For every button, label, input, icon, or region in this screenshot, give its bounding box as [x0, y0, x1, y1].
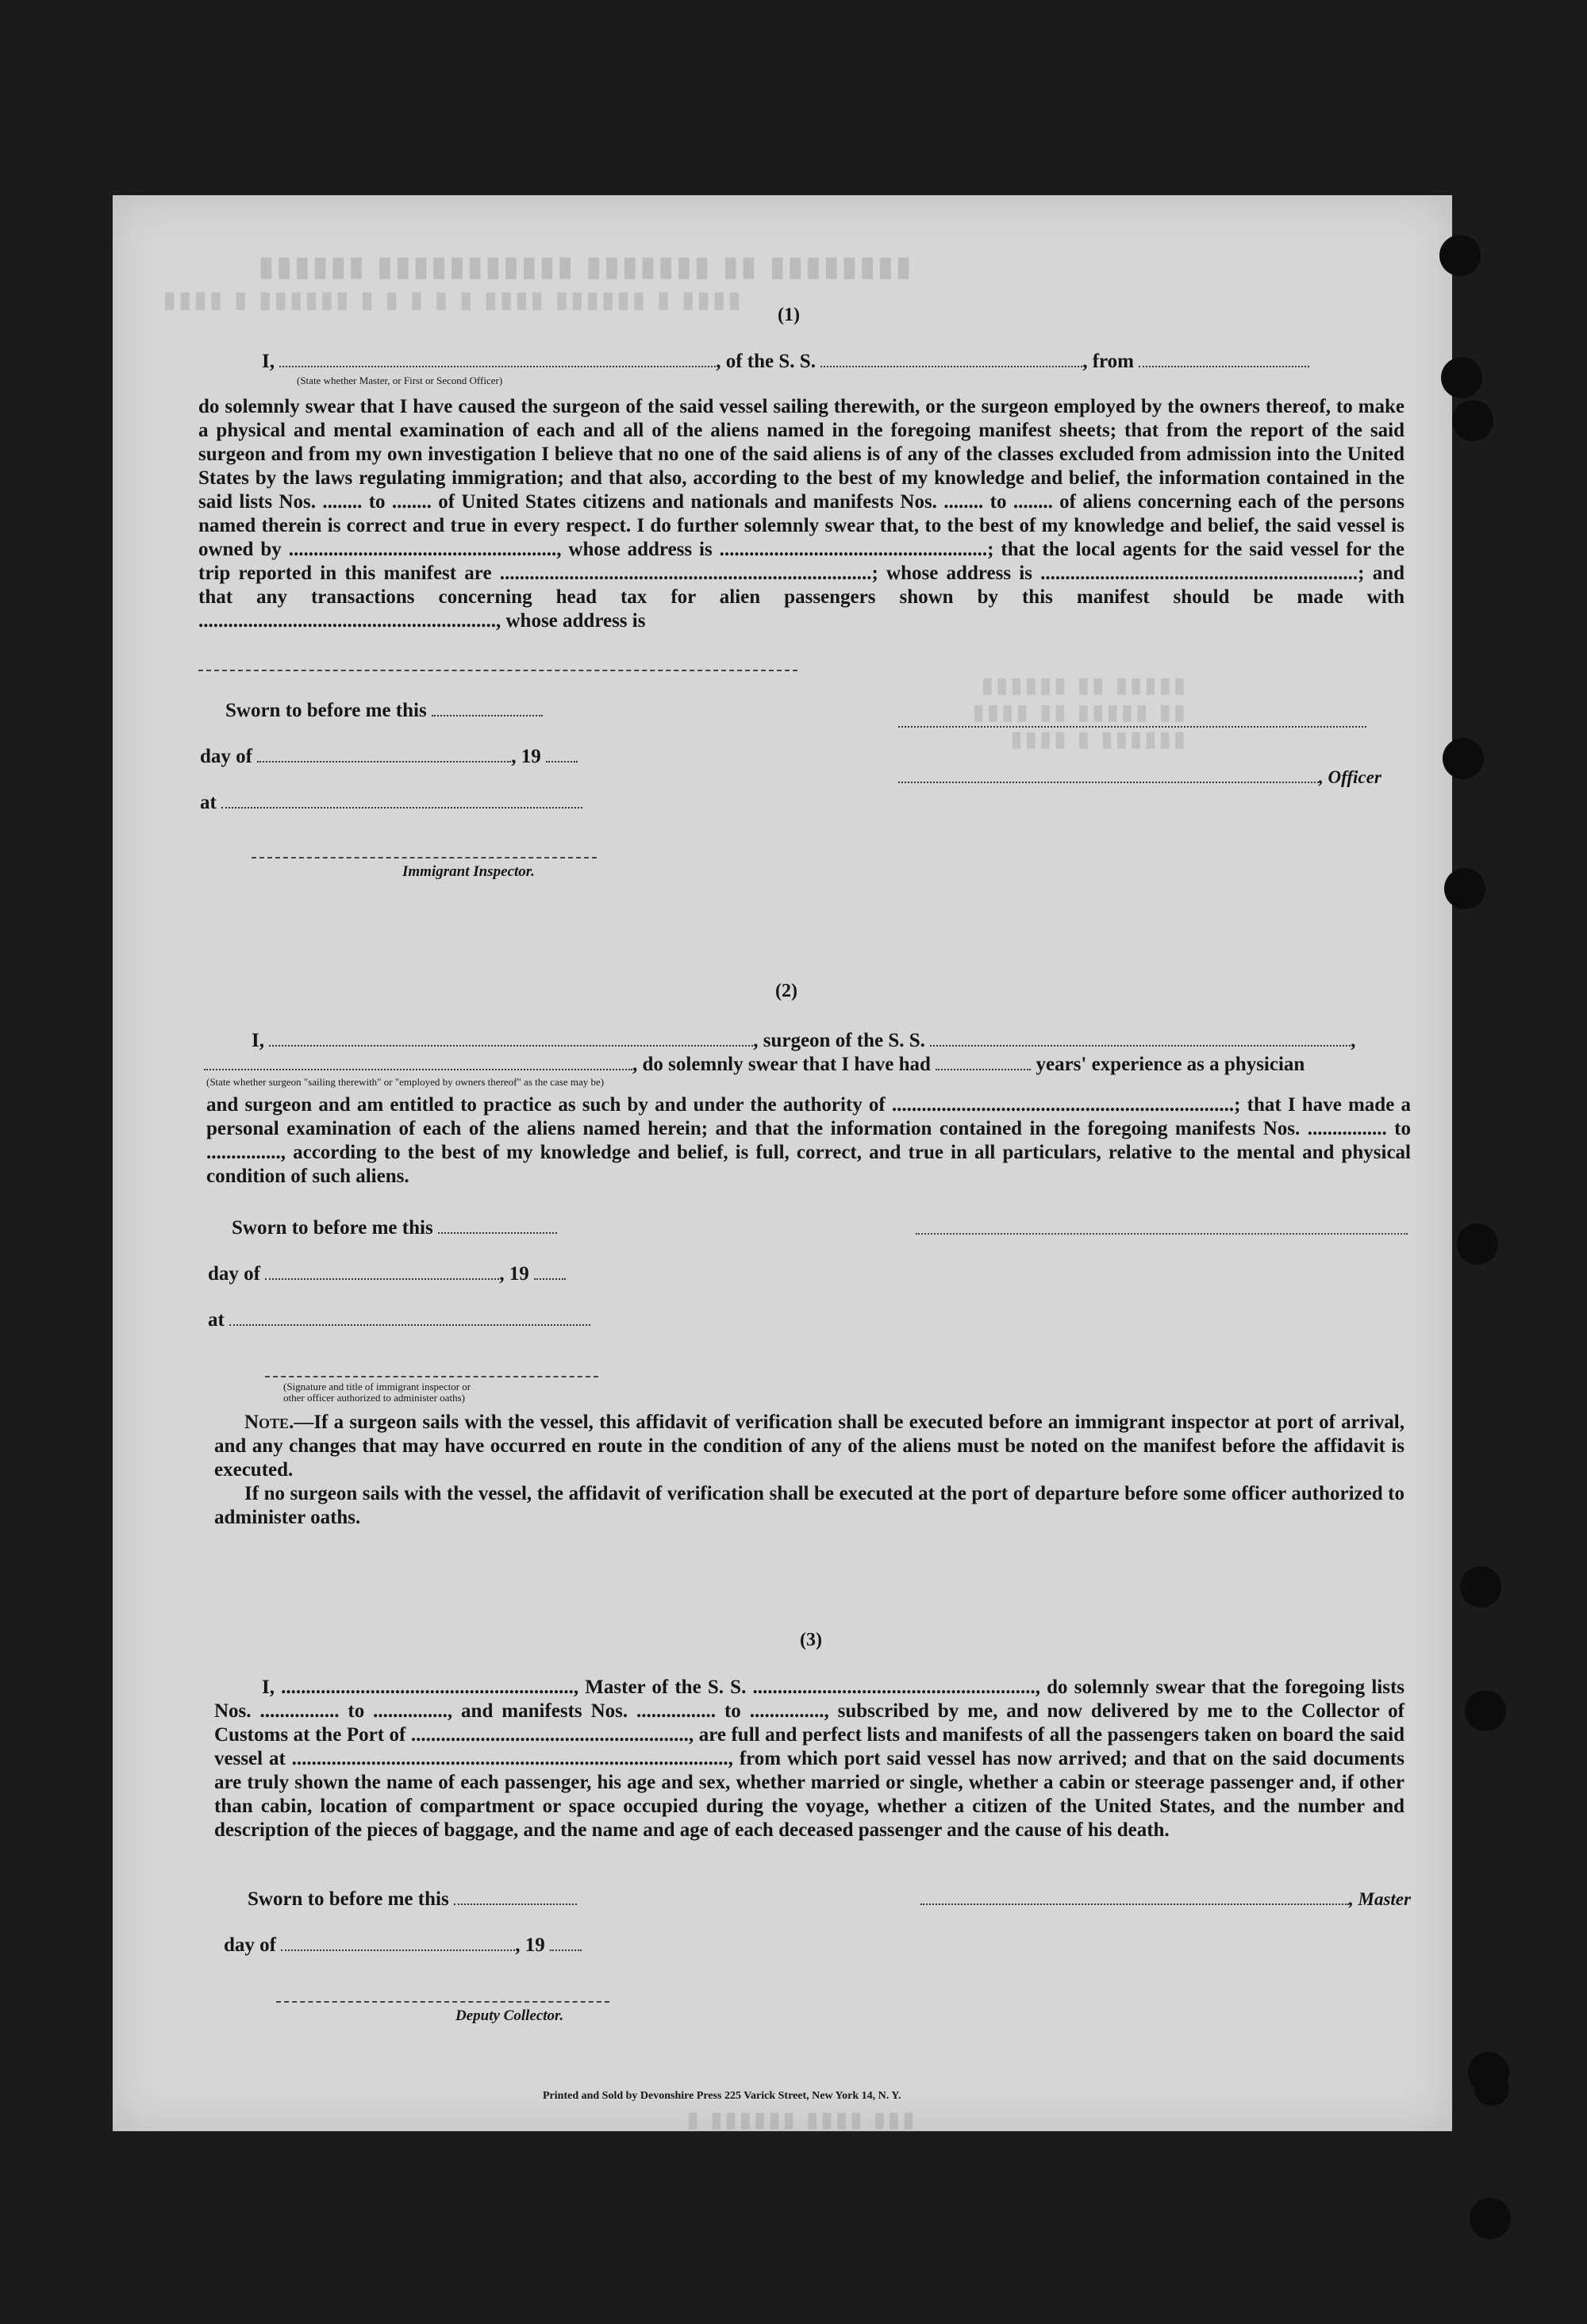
- section-3-day-label: day of: [224, 1934, 276, 1956]
- section-2-caption-sig-2: other officer authorized to administer oaths): [283, 1392, 465, 1404]
- section-2-number: (2): [775, 981, 797, 1001]
- section-2-signature-rule: [916, 1233, 1408, 1235]
- section-2-vessel-label: , surgeon of the S. S.: [753, 1030, 925, 1051]
- section-3-number: (3): [800, 1630, 822, 1650]
- inspector-signature-rule: [252, 857, 597, 859]
- master-label: , Master: [1349, 1889, 1411, 1909]
- section-2-day-label: day of: [208, 1263, 260, 1285]
- section-3-year-label: , 19: [515, 1934, 545, 1956]
- collector-signature-rule: [276, 2001, 609, 2003]
- section-3-day-line: [224, 1934, 582, 1957]
- rank-blank[interactable]: [279, 364, 716, 367]
- binder-hole-8: [1465, 1690, 1506, 1731]
- section-1-line-1: [262, 351, 1309, 373]
- section-3-year-blank[interactable]: [550, 1948, 582, 1951]
- section-2-sworn-date-blank[interactable]: [438, 1231, 557, 1234]
- years-experience-blank[interactable]: [936, 1067, 1031, 1070]
- section-2-at-line: [208, 1309, 590, 1331]
- binder-hole-1: [1439, 235, 1481, 276]
- note-label: Note.: [244, 1412, 294, 1433]
- section-2-swear-label: , do solemnly swear that I have had: [632, 1054, 931, 1075]
- section-2-line-1: I, , surgeon of the S. S. ,: [252, 1030, 1356, 1051]
- binder-hole-7: [1460, 1566, 1501, 1608]
- section-3-sworn-label: Sworn to before me this: [248, 1888, 449, 1910]
- section-1-year-blank[interactable]: [546, 759, 578, 763]
- binder-hole-10: [1470, 2198, 1511, 2239]
- manifest-form-sheet: [113, 195, 1452, 2131]
- binder-hole-3: [1452, 400, 1493, 441]
- section-1-at-label: at: [200, 792, 217, 813]
- section-1-body: do solemnly swear that I have caused the surgeon of the said vessel sailing therewith, or the surgeon employed by the owners thereof, to make a physical and mental examination of each and all of the aliens named in the foregoing manifest sheets; that from the report of the said surgeon and from my own investigation I believe that no one of the said aliens is of any of the classes excluded from admission into the United States by the laws regulating immigration; and that also, according to the best of my knowledge and belief, the information contained in the said lists Nos. ........ to ........ of United States citizens and nationals and manifests Nos. ........ to ........ of aliens concerning each of the persons named therein is correct and true in every respect. I do further solemnly swear that, to the best of my knowledge and belief, the said vessel is owned by ......................................................, whose address is ......................................................; that the local agents for the said vessel for the trip reported in this manifest are ...........................................................................; whose address is ................................................................; and that any transactions concerning head tax for alien passengers shown by this manifest should be made with ............................................................, whose address is: [198, 396, 1404, 632]
- section-1-number: (1): [778, 305, 800, 325]
- section-2-day-blank[interactable]: [265, 1277, 499, 1280]
- section-2-line-1-start: I,: [252, 1030, 264, 1051]
- section-2-years-label: years' experience as a physician: [1036, 1054, 1305, 1075]
- section-1-caption: (State whether Master, or First or Second Officer): [297, 375, 503, 386]
- master-signature-blank[interactable]: [920, 1902, 1349, 1905]
- binder-hole-11: [1474, 2071, 1509, 2106]
- section-2-caption: (State whether surgeon "sailing therewith" or "employed by owners thereof" as the case may be): [206, 1076, 605, 1088]
- section-1-sworn-date-blank[interactable]: [432, 713, 543, 716]
- section-3-sworn-date-blank[interactable]: [454, 1902, 577, 1905]
- section-2-vessel-blank[interactable]: [930, 1043, 1351, 1047]
- surgeon-name-blank[interactable]: [269, 1043, 753, 1047]
- binder-hole-4: [1443, 738, 1484, 779]
- section-1-sworn-line: [225, 700, 543, 722]
- surgeon-status-blank[interactable]: [204, 1067, 632, 1070]
- section-2-day-line: [208, 1263, 566, 1285]
- section-3-body: I, ..........................................................., Master of the S. S. ........................................................., do solemnly swear that the foregoing lists Nos. ................ to ..............., and manifests Nos. ................ to ..............., subscribed by me, and now delivered by me to the Collector of Customs at the Port of ........................................................, are full and perfect lists and manifests of all the passengers taken on board the said vessel at ........................................................................................, from which port said vessel has now arrived; and that on the said documents are truly shown the name of each passenger, his age and sex, whether married or single, whether a cabin or steerage passenger and, if other than cabin, location of compartment or space occupied during the voyage, whether a citizen of the United States, and the number and description of the pieces of baggage, and the name and age of each deceased passenger and the cause of his death.: [214, 1677, 1404, 1841]
- bleed-through-row: ▮▮▮▮ ▮ ▮▮▮▮▮▮ ▮▮▮▮ ▮ ▮ ▮ ▮ ▮ ▮▮▮▮▮▮ ▮ ▮▮▮▮: [160, 287, 741, 312]
- section-2-caption-sig-1: (Signature and title of immigrant inspector or: [283, 1381, 471, 1392]
- section-2-sworn-label: Sworn to before me this: [232, 1217, 433, 1239]
- section-2-line-2: [204, 1054, 1305, 1076]
- section-1-line-1-start: I,: [262, 351, 275, 372]
- section-2-year-blank[interactable]: [534, 1277, 566, 1280]
- immigrant-inspector-label: Immigrant Inspector.: [402, 863, 535, 880]
- binder-hole-2: [1441, 357, 1482, 398]
- section-2-body: and surgeon and am entitled to practice as such by and under the authority of .....................................................................; that I have made a personal examination of each of the aliens named herein; and that the information contained in the foregoing manifests Nos. ................ to ..............., according to the best of my knowledge and belief, is full, correct, and true in all particulars, relative to the mental and physical condition of such aliens.: [206, 1094, 1411, 1187]
- section-1-day-line: [200, 746, 578, 768]
- note-text-1: —If a surgeon sails with the vessel, this affidavit of verification shall be executed before an immigrant inspector at port of arrival, and any changes that may have occurred en route in the condition of any of the aliens must be noted on the manifest before the affidavit is executed.: [214, 1412, 1404, 1481]
- section-2-at-label: at: [208, 1309, 225, 1331]
- officer-label: , Officer: [1319, 767, 1381, 787]
- section-1-year-label: , 19: [511, 746, 541, 767]
- binder-hole-5: [1444, 868, 1485, 909]
- officer-name-blank[interactable]: [898, 724, 1366, 728]
- bleed-through-block: ▮▮▮▮▮ ▮▮ ▮▮▮▮▮▮ ▮▮ ▮▮▮▮▮ ▮▮ ▮▮▮▮ ▮▮▮▮▮▮ ▮ ▮▮▮▮: [970, 673, 1185, 751]
- section-1-line-1-vessel-label: , of the S. S.: [716, 351, 816, 372]
- bleed-through-footer: ▮▮▮ ▮▮▮▮ ▮▮▮▮▮▮ ▮: [684, 2107, 914, 2131]
- section-3-sworn-line: [248, 1888, 577, 1911]
- departure-port-blank[interactable]: [1139, 364, 1309, 367]
- section-3-day-blank[interactable]: [281, 1948, 515, 1951]
- vessel-name-blank[interactable]: [820, 364, 1082, 367]
- section-1-day-label: day of: [200, 746, 252, 767]
- section-2-note-2: If no surgeon sails with the vessel, the affidavit of verification shall be executed at the port of departure before some officer authorized to administer oaths.: [214, 1483, 1404, 1528]
- section-2-year-label: , 19: [499, 1263, 529, 1285]
- section-1-divider: [198, 670, 797, 671]
- section-2-note: [214, 1411, 1404, 1482]
- printer-imprint: Printed and Sold by Devonshire Press 225 Varick Street, New York 14, N. Y.: [543, 2090, 901, 2102]
- section-1-day-blank[interactable]: [257, 759, 511, 763]
- section-1-officer-line-top: [898, 711, 1366, 733]
- deputy-collector-label: Deputy Collector.: [455, 2007, 564, 2024]
- section-1-at-line: [200, 792, 582, 814]
- section-1-sworn-label: Sworn to before me this: [225, 700, 427, 721]
- section-1-line-1-from-label: , from: [1082, 351, 1134, 372]
- section-2-inspector-rule: [265, 1376, 598, 1377]
- section-1-place-blank[interactable]: [221, 805, 582, 809]
- officer-signature-blank[interactable]: [898, 780, 1319, 783]
- section-3-master-line: [920, 1888, 1411, 1911]
- binder-hole-6: [1457, 1223, 1498, 1265]
- section-2-sworn-line: [232, 1217, 557, 1239]
- section-2-place-blank[interactable]: [229, 1323, 590, 1326]
- section-1-officer-line: [898, 766, 1381, 789]
- bleed-through-header: ▮▮▮▮▮▮▮▮ ▮▮ ▮▮▮▮▮▮▮ ▮▮▮▮▮▮▮▮▮▮▮ ▮▮▮▮▮▮: [256, 252, 911, 282]
